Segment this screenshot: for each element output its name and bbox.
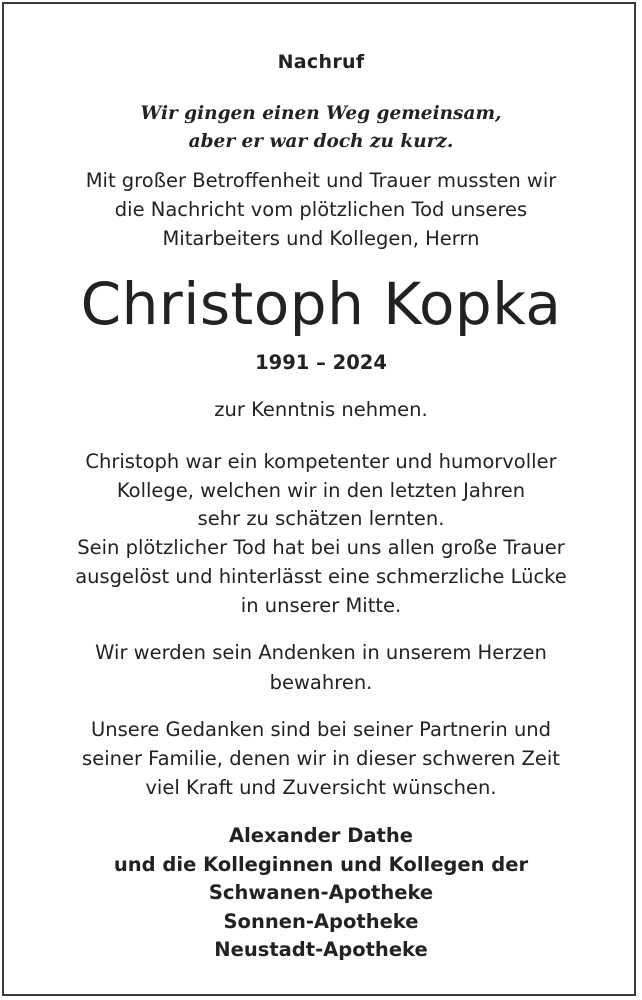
tribute-line: in unserer Mitte. — [240, 593, 402, 617]
paragraph-memory — [0, 638, 642, 698]
tribute-line: sehr zu schätzen lernten. — [197, 507, 445, 531]
signature-line: Neustadt-Apotheke — [214, 938, 428, 961]
tribute-line: Christoph war ein kompetenter und humorvoller — [85, 450, 557, 473]
signature-block — [0, 822, 642, 965]
tribute-line: ausgelöst und hinterlässt eine schmerzliche Lücke — [75, 564, 567, 588]
memory-line: Wir werden sein Andenken in unserem Herzen — [95, 641, 547, 664]
tribute-line: Sein plötzlicher Tod hat bei uns allen große Trauer — [77, 536, 565, 560]
signature-line: Schwanen-Apotheke — [208, 881, 434, 904]
paragraph-condolence — [0, 715, 642, 802]
paragraph-notice: zur Kenntnis nehmen. — [214, 398, 428, 421]
notice-heading: Nachruf — [277, 51, 365, 73]
memory-line: bewahren. — [269, 671, 373, 694]
intro-line: die Nachricht vom plötzlichen Tod unseres — [114, 198, 528, 221]
condolence-line: viel Kraft und Zuversicht wünschen. — [145, 776, 497, 799]
intro-line: Mit großer Betroffenheit und Trauer mussten wir — [85, 169, 557, 192]
motto-line: aber er war doch zu kurz. — [188, 131, 454, 152]
signature-line: Alexander Dathe — [229, 824, 413, 847]
motto-quote — [0, 100, 642, 156]
condolence-line: seiner Familie, denen wir in dieser schweren Zeit — [82, 747, 560, 770]
deceased-name: Christoph Kopka — [80, 270, 562, 338]
intro-line: Mitarbeiters und Kollegen, Herrn — [162, 227, 480, 250]
tribute-line: Kollege, welchen wir in den letzten Jahren — [116, 478, 526, 502]
paragraph-tribute — [0, 448, 642, 620]
condolence-line: Unsere Gedanken sind bei seiner Partnerin und — [90, 718, 552, 741]
life-years: 1991 – 2024 — [255, 351, 387, 374]
signature-line: und die Kolleginnen und Kollegen der — [113, 852, 529, 876]
motto-line: Wir gingen einen Weg gemeinsam, — [140, 103, 502, 124]
intro-paragraph — [0, 166, 642, 253]
signature-line: Sonnen-Apotheke — [223, 909, 419, 933]
